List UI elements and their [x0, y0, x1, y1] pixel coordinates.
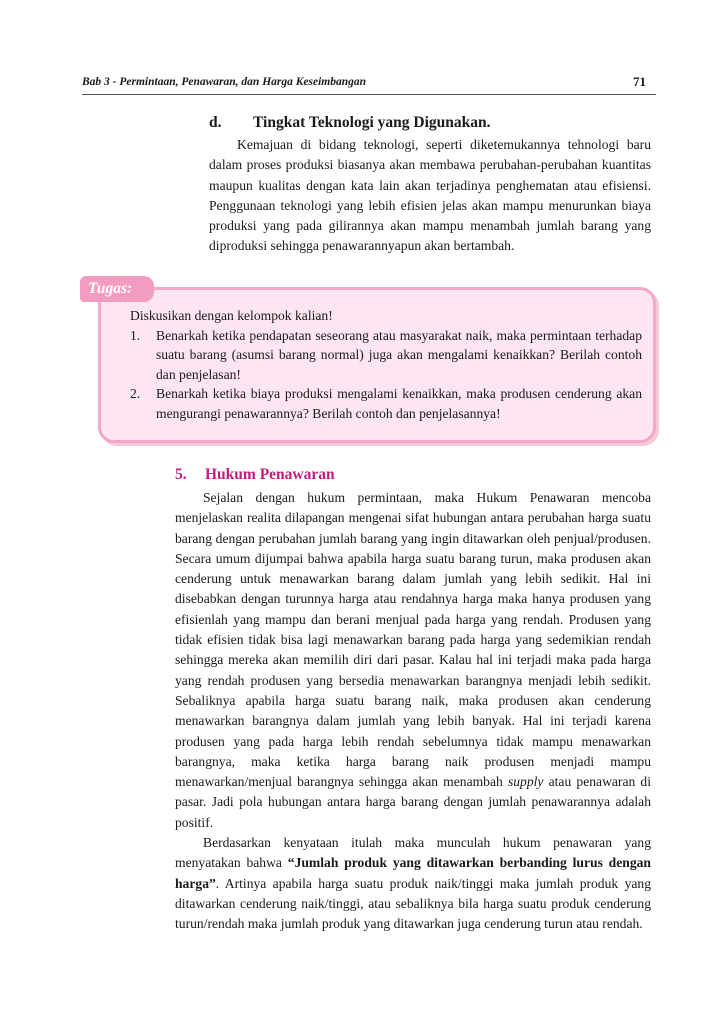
- subsection-paragraph: [209, 135, 651, 257]
- task-item: [130, 384, 642, 423]
- running-header: [82, 72, 656, 95]
- section-paragraph: [175, 488, 651, 935]
- section-number: 5.: [175, 466, 187, 483]
- section-para2-start: Berdasarkan kenyataan itulah maka munculah hukum penawaran yang menyatakan bahwa: [175, 835, 651, 871]
- section-para1-end: atau penawaran di pasar. Jadi pola hubungan antara harga barang dengan jumlah penawarannya adalah positif.: [175, 774, 651, 830]
- supply-term: supply: [507, 774, 544, 790]
- task-intro: Diskusikan dengan kelompok kalian!: [130, 308, 333, 323]
- task-item-number: 1.: [130, 327, 141, 343]
- section-para1-text: Sejalan dengan hukum permintaan, maka Hukum Penawaran mencoba menjelaskan realita dilapangan mengenai sifat hubungan antara perubahan harga suatu barang dengan perubahan jumlah barang yang ingin ditawarkan oleh penjual/produsen. Secara umum dijumpai bahwa apabila harga suatu barang turun, maka produsen akan cenderung untuk menawarkan barang dalam jumlah yang lebih sedikit. Hal ini disebabkan dengan turunnya harga atau rendahnya harga maka hanya produsen yang efisienlah yang mampu dan berani menjual pada harga yang rendah. Produsen yang tidak efisien tidak bisa lagi menawarkan barang pada harga yang sedemikian rendah sehingga mereka akan memilih diri dari pasar. Kalau hal ini terjadi maka pada harga yang rendah produsen yang bersedia menawarkan barangnya menjadi lebih sedikit. Sebaliknya apabila harga suatu barang naik, maka produsen akan cenderung menawarkan barangnya dalam jumlah yang lebih banyak. Hal ini terjadi karena produsen yang pada harga lebih rendah sebelumnya tidak mampu menawarkan barangnya, maka ketika harga barang naik produsen menjadi mampu menawarkan/menjual barangnya sehingga akan menambah: [175, 490, 651, 790]
- page-number: 71: [633, 74, 646, 89]
- task-content: [130, 306, 642, 423]
- subsection-heading: [209, 114, 491, 132]
- task-item-number: 2.: [130, 386, 141, 401]
- task-item-text: Benarkah ketika biaya produksi mengalami kenaikkan, maka produsen cenderung akan mengurangi penawarannya? Berilah contoh dan penjelasannya!: [156, 386, 642, 421]
- task-item-text: Benarkah ketika pendapatan seseorang atau masyarakat naik, maka permintaan terhadap suatu barang (asumsi barang normal) juga akan mengalami kenaikkan? Berilah contoh dan penjelasan!: [156, 327, 642, 382]
- subsection-paragraph-text: Kemajuan di bidang teknologi, seperti diketemukannya tehnologi baru dalam proses produksi biasanya akan membawa perubahan-perubahan kuantitas maupun kualitas dengan kata lain akan terjadinya penghematan atau efisiensi. Penggunaan teknologi yang lebih efisien jelas akan mampu menurunkan biaya produksi yang pada gilirannya akan mampu menambah jumlah barang yang diproduksi sehingga penawarannyapun akan bertambah.: [209, 137, 651, 254]
- subsection-title: Tingkat Teknologi yang Digunakan.: [253, 114, 491, 131]
- task-list: [130, 326, 642, 424]
- section-title: Hukum Penawaran: [205, 466, 335, 483]
- section-heading: [175, 466, 335, 484]
- task-label: Tugas:: [80, 276, 154, 302]
- subsection-letter: d.: [209, 114, 222, 131]
- chapter-title: Bab 3 - Permintaan, Penawaran, dan Harga Keseimbangan: [82, 76, 367, 88]
- law-statement: “Jumlah produk yang ditawarkan berbanding lurus dengan harga”: [175, 855, 651, 891]
- task-item: [130, 326, 642, 385]
- section-para2-end: . Artinya apabila harga suatu produk naik/tinggi maka jumlah produk yang ditawarkan cenderung naik/tinggi, atau sebaliknya bila harga suatu produk cenderung turun/rendah maka jumlah produk yang ditawarkan juga cenderung turun atau rendah.: [175, 875, 651, 932]
